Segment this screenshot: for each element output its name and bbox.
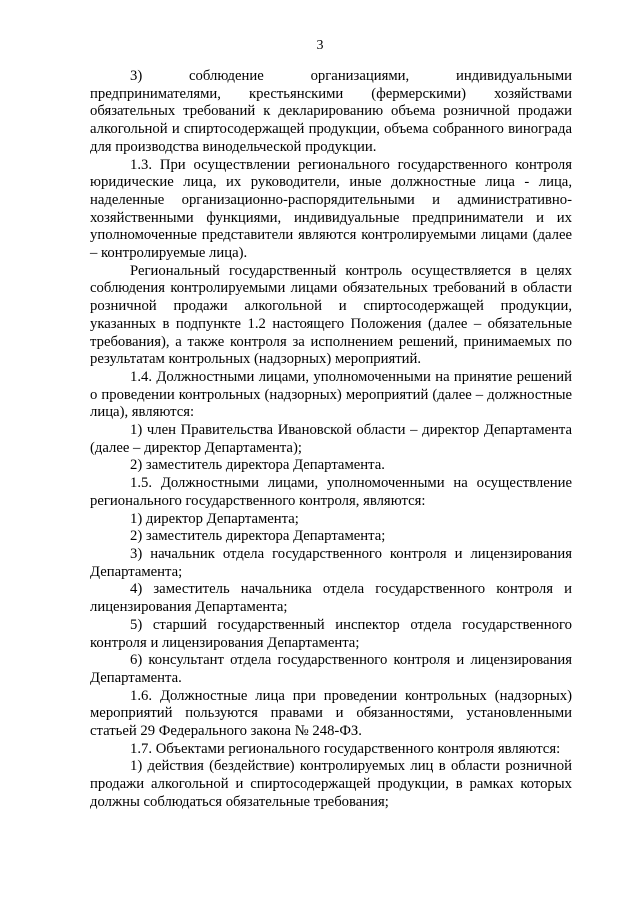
paragraph-item-3-declaration: 3) соблюдение организациями, индивидуальными предпринимателями, крестьянскими (фермерскими) хозяйствами обязательных требований к декларированию объема розничной продажи алкогольной и спиртосодержащей продукции, объема собранного винограда для производства винодельческой продукции. [90,68,572,155]
paragraph-1-7-item-1: 1) действия (бездействие) контролируемых лиц в области розничной продажи алкогольной и спиртосодержащей продукции, в рамках которых должны соблюдаться обязательные требования; [90,758,572,810]
paragraph-1-4-officials: 1.4. Должностными лицами, уполномоченными на принятие решений о проведении контрольных (надзорных) мероприятий (далее – должностные лица), являются: [90,368,572,421]
paragraph-1-5-item-2: 2) заместитель директора Департамента; [130,528,386,545]
paragraph-1-7-objects: 1.7. Объектами регионального государственного контроля являются: [130,740,561,757]
paragraph-1-5-item-6: 6) консультант отдела государственного контроля и лицензирования Департамента. [90,652,572,686]
paragraph-1-5-item-3: 3) начальник отдела государственного контроля и лицензирования Департамента; [90,545,572,580]
paragraph-1-5-item-5: 5) старший государственный инспектор отдела государственного контроля и лицензирования Департамента; [90,616,572,651]
document-body [90,68,572,812]
paragraph-1-6-rights: 1.6. Должностные лица при проведении контрольных (надзорных) мероприятий пользуются правами и обязанностями, установленными статьей 29 Федерального закона № 248-ФЗ. [90,687,572,740]
paragraph-1-5-item-1: 1) директор Департамента; [130,510,299,527]
page-number: 3 [316,38,324,53]
paragraph-1-5-item-4: 4) заместитель начальника отдела государственного контроля и лицензирования Департамента; [90,581,572,616]
paragraph-1-4-item-2: 2) заместитель директора Департамента. [130,457,385,474]
paragraph-1-3-controlled-persons: 1.3. При осуществлении регионального государственного контроля юридические лица, их руководители, иные должностные лица - лица, наделенные организационно-распорядительными и административно-хозяйственными функциями, индивидуальные предприниматели и их уполномоченные представители являются контролируемыми лицами (далее – контролируемые лица). [90,156,572,262]
paragraph-1-5-authorized-officials: 1.5. Должностными лицами, уполномоченными на осуществление регионального государственного контроля, являются: [90,475,572,509]
paragraph-control-purpose: Региональный государственный контроль осуществляется в целях соблюдения контролируемыми лицами обязательных требований в области розничной продажи алкогольной и спиртосодержащей продукции, указанных в подпункте 1.2 настоящего Положения (далее – обязательные требования), а также контроля за исполнением решений, принимаемых по результатам контрольных (надзорных) мероприятий. [90,262,572,368]
paragraph-1-4-item-1: 1) член Правительства Ивановской области – директор Департамента (далее – директор Департамента); [90,422,572,456]
